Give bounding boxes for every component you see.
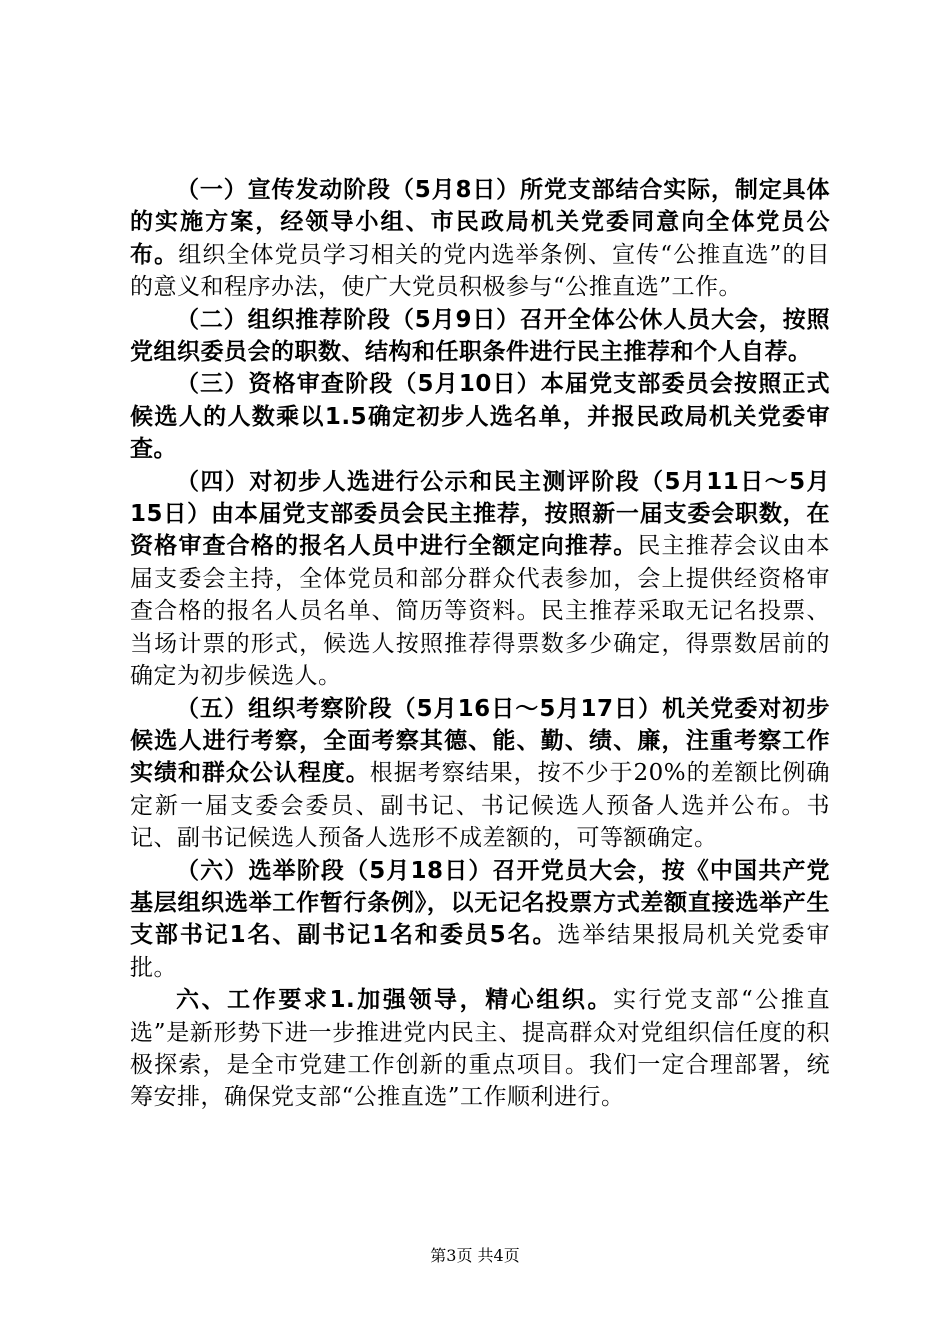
paragraph-1-text: 组织全体党员学习相关的党内选举条例、宣传“公推直选”的目的意义和程序办法，使广大党员积极参与“公推直选”工作。 (130, 241, 830, 301)
paragraph-4-bold: （四）对初步人选进行公示和民主测评阶段（5月11日～5月15日）由本届党支部委员会民主推荐，按照新一届支委会职数，在资格审查合格的报名人员中进行全额定向推荐。 (130, 468, 830, 560)
paragraph-1 (130, 174, 830, 304)
paragraph-7-text: 实行党支部“公推直选”是新形势下进一步推进党内民主、提高群众对党组织信任度的积极探索，是全市党建工作创新的重点项目。我们一定合理部署，统筹安排，确保党支部“公推直选”工作顺利进行。 (130, 987, 830, 1111)
paragraph-5 (130, 693, 830, 855)
paragraph-3-bold: （三）资格审查阶段（5月10日）本届党支部委员会按照正式候选人的人数乘以1.5确定初步人选名单，并报民政局机关党委审查。 (130, 371, 830, 463)
paragraph-2-bold: （二）组织推荐阶段（5月9日）召开全体公休人员大会，按照党组织委员会的职数、结构和任职条件进行民主推荐和个人自荐。 (130, 306, 830, 366)
paragraph-7-bold: 六、工作要求1.加强领导，精心组织。 (176, 987, 614, 1014)
paragraph-2 (130, 304, 830, 369)
paragraph-6-bold: （六）选举阶段（5月18日）召开党员大会，按《中国共产党基层组织选举工作暂行条例》，以无记名投票方式差额直接选举产生支部书记1名、副书记1名和委员5名。 (130, 857, 830, 949)
paragraph-6 (130, 855, 830, 985)
paragraph-3 (130, 368, 830, 465)
paragraph-4-text: 民主推荐会议由本届支委会主持，全体党员和部分群众代表参加，会上提供经资格审查合格的报名人员名单、简历等资料。民主推荐采取无记名投票、当场计票的形式，候选人按照推荐得票数多少确定，得票数居前的确定为初步候选人。 (130, 533, 831, 690)
paragraph-1-bold: （一）宣传发动阶段（5月8日）所党支部结合实际，制定具体的实施方案，经领导小组、市民政局机关党委同意向全体党员公布。 (130, 177, 830, 268)
paragraph-5-bold: （五）组织考察阶段（5月16日～5月17日）机关党委对初步候选人进行考察，全面考察其德、能、勤、绩、廉，注重考察工作实绩和群众公认程度。 (130, 695, 830, 787)
paragraph-5-text: 根据考察结果，按不少于20%的差额比例确定新一届支委会委员、副书记、书记候选人预备人选并公布。书记、副书记候选人预备人选形不成差额的，可等额确定。 (130, 760, 831, 852)
document-body (130, 174, 830, 1114)
paragraph-6-text: 选举结果报局机关党委审批。 (130, 922, 831, 981)
paragraph-4 (130, 466, 830, 693)
paragraph-7 (130, 984, 830, 1114)
page-footer: 第3页 共4页 (430, 1246, 520, 1265)
